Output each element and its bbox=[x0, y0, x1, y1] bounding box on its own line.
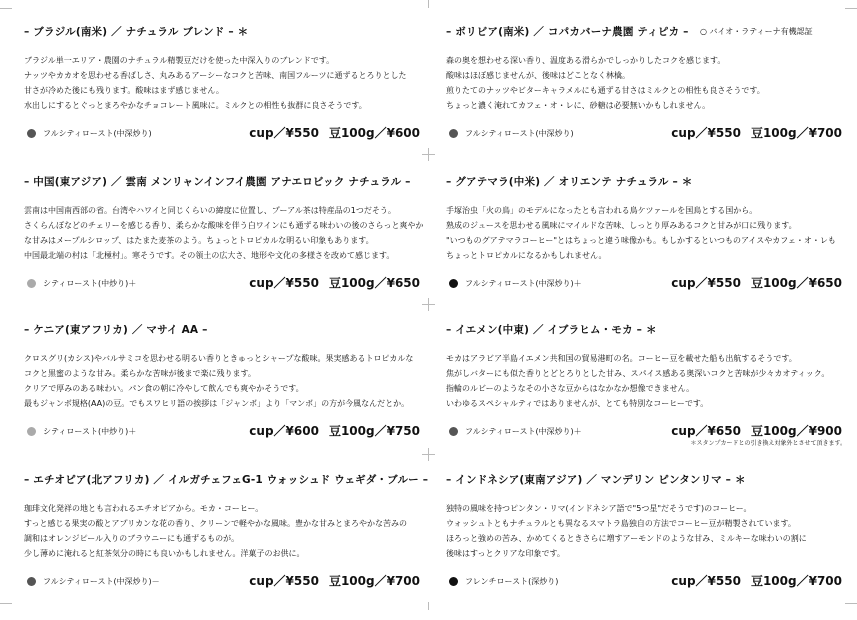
roast-label: フレンチロースト(深炒り) bbox=[465, 577, 559, 586]
crop-mark bbox=[428, 0, 429, 8]
description-line: 雲南は中国南西部の省。台湾やハワイと同じくらいの緯度に位置し、プーアル茶は特産品の1つだそう。 bbox=[24, 206, 396, 215]
price bbox=[671, 274, 842, 291]
organic-badge: ○ バイオ・ラティーナ有機認証 bbox=[700, 27, 813, 36]
crop-mark bbox=[428, 448, 429, 461]
description-line: 煎りたてのナッツやビターキャラメルにも通ずる甘さはミルクとの相性も良さそうです。 bbox=[446, 86, 765, 95]
roast-label: フルシティロースト(中深炒り)＋ bbox=[465, 279, 582, 288]
card-description bbox=[24, 203, 424, 263]
roast-dot-icon bbox=[449, 577, 458, 586]
menu-card bbox=[446, 24, 846, 172]
price bbox=[249, 274, 420, 291]
description-line: ブラジル単一エリア・農園のナチュラル精製豆だけを使った中深入りのブレンドです。 bbox=[24, 56, 335, 65]
roast-dot-icon bbox=[27, 279, 36, 288]
menu-card bbox=[24, 24, 424, 172]
description-line: ナッツやカカオを思わせる香ばしさ、丸みあるアーシーなコクと苦味、南国フルーツに通ずるとろりとした bbox=[24, 71, 407, 80]
card-description bbox=[446, 203, 836, 263]
roast-dot-icon bbox=[27, 577, 36, 586]
price-cup: cup／¥550 bbox=[249, 276, 319, 290]
description-line: ほろっと強めの苦み、かめてくるときさらに増すアーモンドのような甘み、ミルキーな味わいの割に bbox=[446, 534, 807, 543]
roast-level bbox=[449, 128, 574, 139]
crop-mark bbox=[0, 603, 12, 604]
menu-card bbox=[446, 322, 846, 470]
roast-dot-icon bbox=[449, 129, 458, 138]
description-line: ウォッシュトともナチュラルとも異なるスマトラ島独自の方法でコーヒー豆が精製されています。 bbox=[446, 519, 796, 528]
roast-dot-icon bbox=[449, 279, 458, 288]
price-cup: cup／¥550 bbox=[249, 126, 319, 140]
description-line: 独特の風味を持つピンタン・リマ(インドネシア語で"5つ星"だそうです)のコーヒー。 bbox=[446, 504, 752, 513]
roast-level bbox=[27, 426, 136, 437]
price-cup: cup／¥550 bbox=[671, 574, 741, 588]
description-line: な甘みはメープルシロップ、はたまた麦茶のよう。ちょっとトロピカルな明るい印象もあります。 bbox=[24, 236, 374, 245]
card-title: – ボリビア(南米) ／ コパカバーナ農園 ティピカ – bbox=[446, 26, 689, 38]
menu-card bbox=[446, 472, 846, 620]
roast-dot-icon bbox=[27, 129, 36, 138]
description-line: 酸味はほぼ感じませんが、後味はどことなく林檎。 bbox=[446, 71, 630, 80]
card-title: – 中国(東アジア) ／ 雲南 メンリャンインフイ農園 アナエロビック ナチュラル – bbox=[24, 176, 411, 188]
description-line: 熟成のジュースを思わせる風味にマイルドな苦味、しっとり厚みあるコクと甘みが口に残ります。 bbox=[446, 221, 797, 230]
crop-mark bbox=[0, 8, 12, 9]
price-bean: 豆100g／¥650 bbox=[750, 276, 842, 290]
price bbox=[249, 572, 420, 589]
menu-card bbox=[24, 472, 429, 620]
description-line: 水出しにするとぐっとまろやかなチョコレート風味に。ミルクとの相性も抜群に良さそうです。 bbox=[24, 101, 367, 110]
description-line: 調和はオレンジピール入りのブラウニーにも通ずるものが。 bbox=[24, 534, 240, 543]
description-line: 指輪のルビーのようなその小さな豆からはなかなか想像できません。 bbox=[446, 384, 695, 393]
price bbox=[249, 124, 420, 141]
price-cup: cup／¥550 bbox=[671, 126, 741, 140]
roast-level bbox=[449, 426, 582, 437]
description-line: 最もジャンボ規格(AA)の豆。でもスワヒリ語の挨拶は「ジャンボ」より「マンボ」の方が今風なんだとか。 bbox=[24, 399, 410, 408]
card-description bbox=[24, 351, 413, 411]
price bbox=[671, 124, 842, 141]
description-line: 焦がしバターにも似た香りとどとろりとした甘み、スパイス感ある奥深いコクと苦味が少々カオティック。 bbox=[446, 369, 830, 378]
roast-label: フルシティロースト(中深炒り) bbox=[43, 129, 152, 138]
menu-card bbox=[24, 174, 424, 322]
description-line: 甘さが冷めた後にも残ります。酸味はまず感じません。 bbox=[24, 86, 224, 95]
roast-label: シティロースト(中炒り)＋ bbox=[43, 279, 137, 288]
roast-label: フルシティロースト(中深炒り)－ bbox=[43, 577, 160, 586]
crop-mark bbox=[428, 148, 429, 161]
description-line: 手塚治虫「火の鳥」のモデルになったとも言われる鳥ケツァールを国鳥とする国から。 bbox=[446, 206, 758, 215]
card-description bbox=[24, 501, 407, 561]
price-bean: 豆100g／¥700 bbox=[328, 574, 420, 588]
description-line: "いつものグアテマラコーヒー"とはちょっと違う味像かも。もしかするといつものアイスやカフェ・オ・レも bbox=[446, 236, 836, 245]
price bbox=[671, 422, 842, 439]
description-line: 後味はすっとクリアな印象です。 bbox=[446, 549, 565, 558]
description-line: ちょっと濃く淹れてカフェ・オ・レに、砂糖は必要無いかもしれません。 bbox=[446, 101, 711, 110]
price bbox=[249, 422, 420, 439]
price-bean: 豆100g／¥900 bbox=[750, 424, 842, 438]
roast-level bbox=[27, 278, 136, 289]
description-line: さくらんぼなどのチェリーを感じる香り、柔らかな酸味を伴う白ワインにも通ずる味わいの後のさらっと爽やか bbox=[24, 221, 424, 230]
card-description bbox=[446, 351, 829, 411]
roast-level bbox=[27, 576, 160, 587]
price-bean: 豆100g／¥600 bbox=[328, 126, 420, 140]
price-bean: 豆100g／¥700 bbox=[750, 126, 842, 140]
card-title: – エチオピア(北アフリカ) ／ イルガチェフェG-1 ウォッシュド ウェギダ・ブルー – bbox=[24, 474, 429, 486]
price-bean: 豆100g／¥700 bbox=[750, 574, 842, 588]
card-title: – イエメン(中東) ／ イブラヒム・モカ – ＊ bbox=[446, 324, 657, 336]
description-line: コクと黒蜜のような甘み。柔らかな苦味が後まで楽に残ります。 bbox=[24, 369, 256, 378]
description-line: クリアで厚みのある味わい。パン食の朝に冷やして飲んでも爽やかそうです。 bbox=[24, 384, 304, 393]
card-description bbox=[24, 53, 406, 113]
roast-label: シティロースト(中炒り)＋ bbox=[43, 427, 137, 436]
card-title: – ブラジル(南米) ／ ナチュラル ブレンド – ＊ bbox=[24, 26, 249, 38]
roast-dot-icon bbox=[27, 427, 36, 436]
crop-mark bbox=[428, 602, 429, 610]
card-title: – ケニア(東アフリカ) ／ マサイ AA – bbox=[24, 324, 208, 336]
description-line: ちょっとトロピカルになるかもしれません。 bbox=[446, 251, 607, 260]
description-line: いわゆるスペシャルティではありませんが、とても特別なコーヒーです。 bbox=[446, 399, 709, 408]
menu-card bbox=[24, 322, 424, 470]
price-bean: 豆100g／¥650 bbox=[328, 276, 420, 290]
crop-mark bbox=[845, 8, 857, 9]
card-title: – インドネシア(東南アジア) ／ マンデリン ピンタンリマ – ＊ bbox=[446, 474, 746, 486]
menu-card bbox=[446, 174, 846, 322]
roast-label: フルシティロースト(中深炒り) bbox=[465, 129, 574, 138]
roast-level bbox=[27, 128, 152, 139]
price-bean: 豆100g／¥750 bbox=[328, 424, 420, 438]
roast-level bbox=[449, 576, 558, 587]
price bbox=[671, 572, 842, 589]
crop-mark bbox=[845, 603, 857, 604]
price-cup: cup／¥550 bbox=[671, 276, 741, 290]
description-line: 中国最北端の村は「北極村」。寒そうです。その領土の広大さ、地形や文化の多様さを改めて感じます。 bbox=[24, 251, 395, 260]
description-line: 森の奥を想わせる深い香り、温度ある滑らかでしっかりしたコクを感じます。 bbox=[446, 56, 726, 65]
roast-dot-icon bbox=[449, 427, 458, 436]
stamp-card-note: ＊スタンプカードとの引き換え対象外とさせて頂きます。 bbox=[690, 440, 846, 447]
description-line: 少し薄めに淹れると紅茶気分の時にも良いかもしれません。洋菓子のお供に。 bbox=[24, 549, 305, 558]
roast-label: フルシティロースト(中深炒り)＋ bbox=[465, 427, 582, 436]
price-cup: cup／¥650 bbox=[671, 424, 741, 438]
card-title: – グアテマラ(中米) ／ オリエンテ ナチュラル – ＊ bbox=[446, 176, 693, 188]
card-description bbox=[446, 501, 807, 561]
roast-level bbox=[449, 278, 582, 289]
card-description bbox=[446, 53, 765, 113]
price-cup: cup／¥600 bbox=[249, 424, 319, 438]
description-line: クロスグリ(カシス)やバルサミコを思わせる明るい香りときゅっとシャープな酸味。果実感あるトロピカルな bbox=[24, 354, 414, 363]
description-line: すっと感じる果実の酸とアプリカンな花の香り、クリーンで軽やかな風味。豊かな甘みとまろやかな苦みの bbox=[24, 519, 407, 528]
description-line: モカはアラビア半島イエメン共和国の貿易港町の名。コーヒー豆を載せた船も出航するそうです。 bbox=[446, 354, 797, 363]
crop-mark bbox=[428, 298, 429, 311]
price-cup: cup／¥550 bbox=[249, 574, 319, 588]
description-line: 珈琲文化発祥の地とも言われるエチオピアから。モカ・コーヒー。 bbox=[24, 504, 264, 513]
